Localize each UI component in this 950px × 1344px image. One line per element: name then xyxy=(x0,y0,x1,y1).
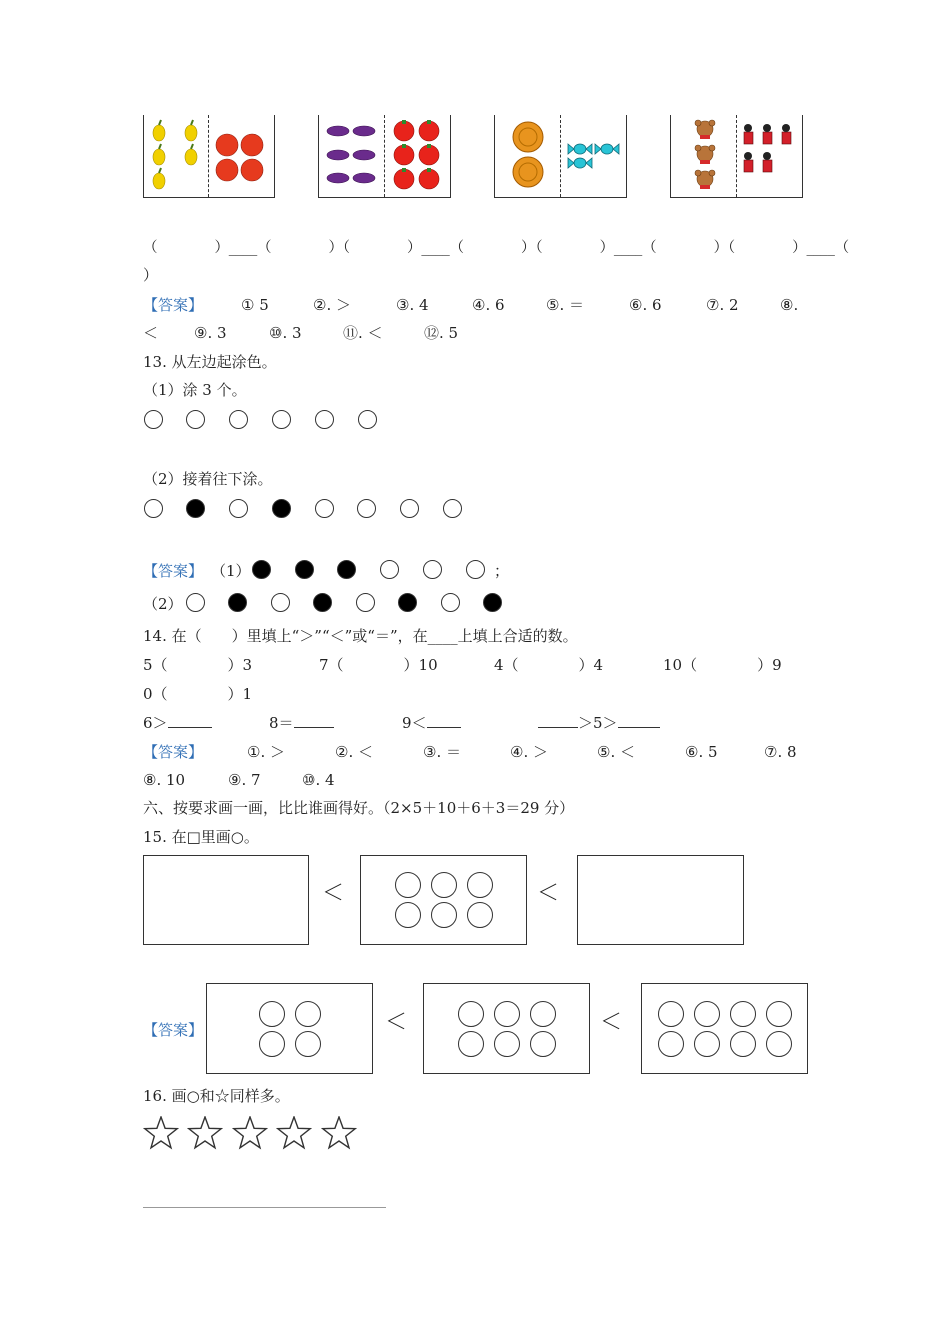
q14-answer-9: ⑨. 7 xyxy=(228,771,261,789)
q15-box-3[interactable] xyxy=(577,855,744,945)
q13-answer-p2-circle-5 xyxy=(356,593,375,612)
q13-part1-circle-4[interactable] xyxy=(272,410,291,429)
q15-answer-box-3-circle-8 xyxy=(766,1031,792,1057)
q15-answer-box-1 xyxy=(206,983,373,1074)
q13-answer-p2-circle-8 xyxy=(483,593,502,612)
q14-answer-4: ④. ＞ xyxy=(510,743,548,761)
q12-answer-5: ⑤. ＝ xyxy=(546,296,584,314)
picture-box-1 xyxy=(143,115,275,198)
q14-row3-text3: 9＜ xyxy=(402,714,427,732)
q14-answer-5: ⑤. ＜ xyxy=(597,743,635,761)
q13-answer-p1-label: （1） xyxy=(211,562,251,580)
q14-row3-item1 xyxy=(143,713,212,733)
q13-answer-p1-circle-3 xyxy=(337,560,356,579)
star-icon xyxy=(187,1116,223,1152)
q15-box-2 xyxy=(360,855,527,945)
q12-answer-8: ⑧. xyxy=(780,296,799,314)
q13-part2-circle-1[interactable] xyxy=(144,499,163,518)
q14-answer-2: ②. ＜ xyxy=(335,743,373,761)
q15-box-2-circle-3 xyxy=(467,872,493,898)
q15-sign-2: ＜ xyxy=(537,881,560,906)
q15-answer-box-3-circle-7 xyxy=(730,1031,756,1057)
q14-row3-text1: 6＞ xyxy=(143,714,168,732)
picture-box-3 xyxy=(494,115,627,198)
q13-answer-p2-circle-6 xyxy=(398,593,417,612)
q15-answer-box-3-circle-6 xyxy=(694,1031,720,1057)
q14-row3-text4: ＞5＞ xyxy=(578,714,618,732)
q15-box-1[interactable] xyxy=(143,855,309,945)
q13-answer-p2-circle-4 xyxy=(313,593,332,612)
q15-answer-box-3 xyxy=(641,983,808,1074)
q13-answer-p1-circle-4 xyxy=(380,560,399,579)
q13-part1-circle-6[interactable] xyxy=(358,410,377,429)
q13-answer-p1-end: ； xyxy=(494,562,510,580)
q12-answer-3: ③. 4 xyxy=(396,296,429,314)
q14-blank-3[interactable] xyxy=(427,713,461,728)
q15-box-2-circle-5 xyxy=(431,902,457,928)
q15-answer-box-1-circle-3 xyxy=(259,1031,285,1057)
q15-answer-box-2-circle-5 xyxy=(494,1031,520,1057)
q14-answer-6: ⑥. 5 xyxy=(685,743,718,761)
candy-icon xyxy=(562,115,626,195)
star-icon xyxy=(321,1116,357,1152)
q15-answer-box-2-circle-4 xyxy=(458,1031,484,1057)
q13-answer-p2-circle-2 xyxy=(228,593,247,612)
q13-part2-label: （2）接着往下涂。 xyxy=(143,470,273,488)
q15-answer-box-1-circle-1 xyxy=(259,1001,285,1027)
q13-part2-circle-6[interactable] xyxy=(357,499,376,518)
q12-answer-6: ⑥. 6 xyxy=(629,296,662,314)
footnote-divider xyxy=(143,1207,386,1208)
q13-part2-circle-4[interactable] xyxy=(272,499,291,518)
q15-answer-box-2 xyxy=(423,983,590,1074)
q13-part1-circle-5[interactable] xyxy=(315,410,334,429)
q15-answer-box-3-circle-1 xyxy=(658,1001,684,1027)
q13-answer-p2-label: （2） xyxy=(143,595,183,613)
q15-title: 15. 在□里画○。 xyxy=(143,828,259,846)
q13-part2-circle-2[interactable] xyxy=(186,499,205,518)
q13-part2-circle-3[interactable] xyxy=(229,499,248,518)
q13-part1-circle-1[interactable] xyxy=(144,410,163,429)
q15-box-2-circle-6 xyxy=(467,902,493,928)
q15-answer-label: 【答案】 xyxy=(143,1021,204,1039)
q14-row1-item2: 7（ ）10 xyxy=(319,656,438,674)
star-icon xyxy=(276,1116,312,1152)
q13-part1-label: （1）涂 3 个。 xyxy=(143,381,247,399)
robot-icon xyxy=(738,115,802,195)
q13-answer-p2-circle-7 xyxy=(441,593,460,612)
q14-blank-5[interactable] xyxy=(618,713,660,728)
q15-answer-sign-1: ＜ xyxy=(385,1010,408,1035)
tomato-icon xyxy=(386,115,450,195)
star-icon xyxy=(143,1116,179,1152)
star-icon xyxy=(232,1116,268,1152)
q14-blank-2[interactable] xyxy=(294,713,334,728)
q15-answer-box-2-circle-6 xyxy=(530,1031,556,1057)
q14-answer-10: ⑩. 4 xyxy=(302,771,335,789)
q13-part2-circle-7[interactable] xyxy=(400,499,419,518)
q15-box-2-circle-2 xyxy=(431,872,457,898)
picture-box-2 xyxy=(318,115,451,198)
q14-row1-item4: 10（ ）9 xyxy=(663,656,782,674)
q16-title: 16. 画○和☆同样多。 xyxy=(143,1087,290,1105)
q14-row1-item1: 5（ ）3 xyxy=(143,656,253,674)
q13-answer-p2-circle-1 xyxy=(186,593,205,612)
picture-box-4 xyxy=(670,115,803,198)
q12-blanks-line2: ） xyxy=(143,266,159,284)
section-6-heading: 六、按要求画一画，比比谁画得好。（2×5＋10＋6＋3＝29 分） xyxy=(143,799,575,817)
mooncake-icon xyxy=(495,115,559,195)
q14-answer-3: ③. ＝ xyxy=(423,743,461,761)
q13-part2-circle-5[interactable] xyxy=(315,499,334,518)
q15-answer-box-2-circle-1 xyxy=(458,1001,484,1027)
q12-answer-8-value: ＜ xyxy=(143,324,159,342)
q12-answer-9: ⑨. 3 xyxy=(194,324,227,342)
q14-blank-4[interactable] xyxy=(538,713,578,728)
q12-answer-12: ⑫. 5 xyxy=(424,324,459,342)
q12-answer-11: ⑪. ＜ xyxy=(343,324,383,342)
q13-title: 13. 从左边起涂色。 xyxy=(143,353,277,371)
q12-answer-1: ① 5 xyxy=(241,296,269,314)
q13-part2-circle-8[interactable] xyxy=(443,499,462,518)
q14-blank-1[interactable] xyxy=(168,713,212,728)
q13-answer-p1-circle-6 xyxy=(466,560,485,579)
q14-row1-item3: 4（ ）4 xyxy=(494,656,604,674)
q13-answer-p1-circle-1 xyxy=(252,560,271,579)
q15-answer-box-2-circle-3 xyxy=(530,1001,556,1027)
pear-icon xyxy=(144,115,208,195)
apple-icon xyxy=(210,115,274,195)
q14-answer-1: ①. ＞ xyxy=(247,743,285,761)
q15-answer-box-3-circle-2 xyxy=(694,1001,720,1027)
q14-answer-label: 【答案】 xyxy=(143,743,204,761)
q12-blanks-line1: （ ）____（ ）（ ）____（ ）（ ）____（ ）（ ）____（ xyxy=(143,240,849,256)
teddy-bear-icon xyxy=(671,115,735,195)
q12-answer-label: 【答案】 xyxy=(143,296,204,314)
q14-row3-item3 xyxy=(402,713,461,733)
q14-title: 14. 在（ ）里填上“＞”“＜”或“＝”，在____上填上合适的数。 xyxy=(143,627,578,645)
eggplant-icon xyxy=(319,115,383,195)
q13-part1-circle-3[interactable] xyxy=(229,410,248,429)
q13-part1-circle-2[interactable] xyxy=(186,410,205,429)
q15-answer-box-1-circle-2 xyxy=(295,1001,321,1027)
q14-answer-7: ⑦. 8 xyxy=(764,743,797,761)
q15-box-2-circle-4 xyxy=(395,902,421,928)
q13-answer-p1-circle-5 xyxy=(423,560,442,579)
q15-sign-1: ＜ xyxy=(322,881,345,906)
q13-answer-label: 【答案】 xyxy=(143,562,204,580)
q12-answer-7: ⑦. 2 xyxy=(706,296,739,314)
q15-answer-box-3-circle-5 xyxy=(658,1031,684,1057)
q14-row3-text2: 8＝ xyxy=(269,714,294,732)
q15-answer-box-1-circle-4 xyxy=(295,1031,321,1057)
q15-answer-box-3-circle-4 xyxy=(766,1001,792,1027)
q14-row3-item4 xyxy=(538,713,660,733)
q15-box-2-circle-1 xyxy=(395,872,421,898)
q14-answer-8: ⑧. 10 xyxy=(143,771,186,789)
q12-answer-4: ④. 6 xyxy=(472,296,505,314)
q15-answer-sign-2: ＜ xyxy=(600,1010,623,1035)
q15-answer-box-3-circle-3 xyxy=(730,1001,756,1027)
q12-answer-10: ⑩. 3 xyxy=(269,324,302,342)
q13-answer-p2-circle-3 xyxy=(271,593,290,612)
q14-row3-item2 xyxy=(269,713,334,733)
q15-answer-box-2-circle-2 xyxy=(494,1001,520,1027)
q12-answer-2: ②. ＞ xyxy=(313,296,351,314)
q13-answer-p1-circle-2 xyxy=(295,560,314,579)
q14-row2-item1: 0（ ）1 xyxy=(143,685,253,703)
